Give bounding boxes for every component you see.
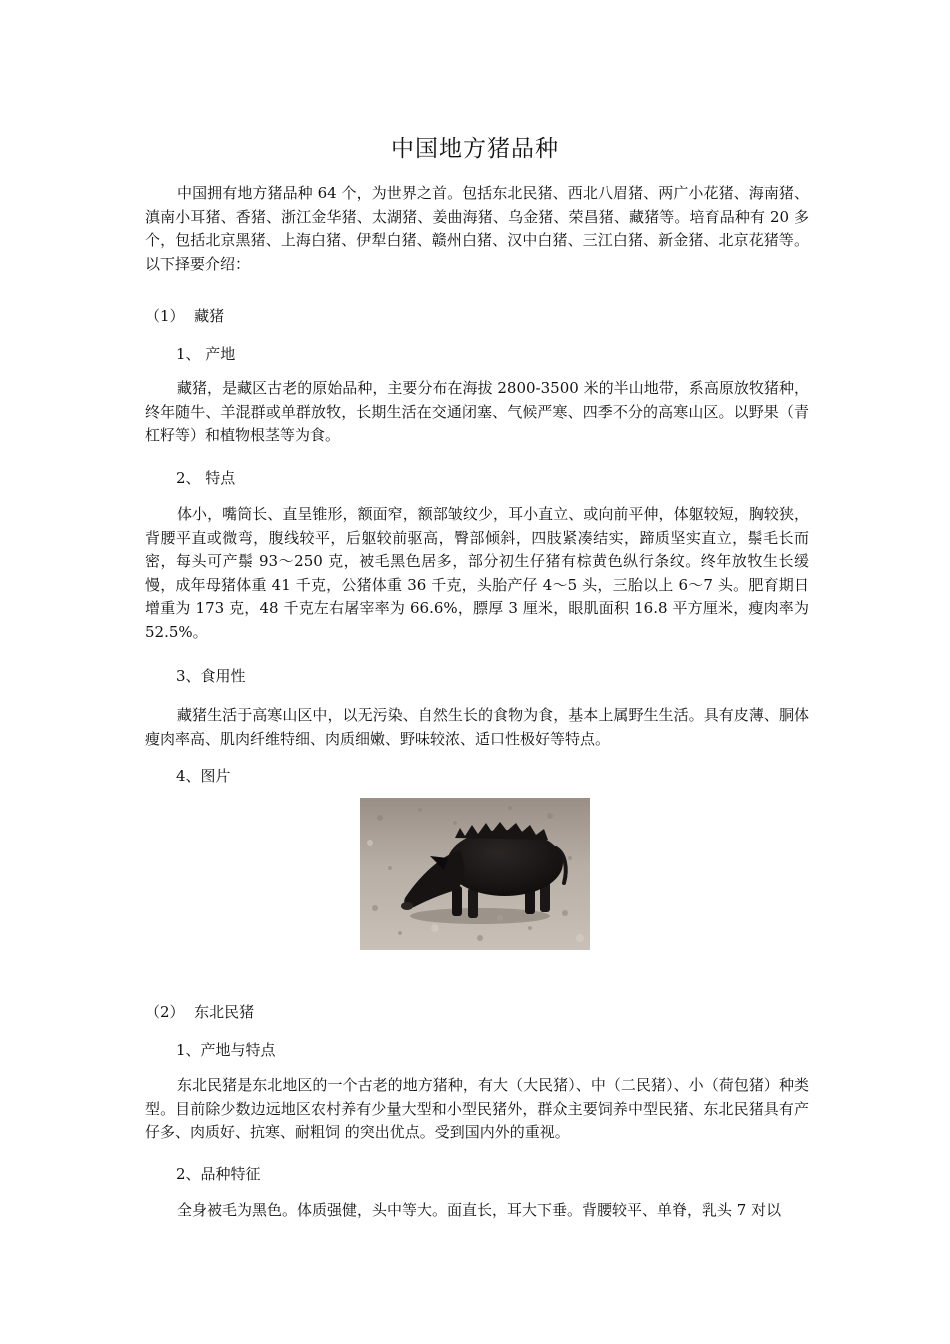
subheading-origin-features: 1、产地与特点 xyxy=(176,1041,276,1059)
intro-paragraph: 中国拥有地方猪品种 64 个，为世界之首。包括东北民猪、西北八眉猪、两广小花猪、海南猪、滇南小耳猪、香猪、浙江金华猪、太湖猪、姜曲海猪、乌金猪、荣昌猪、藏猪等。培育品种有 20 多个，包括北京黑猪、上海白猪、伊犁白猪、赣州白猪、汉中白猪、三江白猪、新金猪、北京花猪等。以下择要介绍： xyxy=(145,184,809,273)
tibetan-pig-photo xyxy=(360,798,590,950)
section-heading-tibetan-pig: （1） 藏猪 xyxy=(145,307,225,325)
section-heading-northeast-pig: （2） 东北民猪 xyxy=(145,1003,255,1021)
paragraph-origin: 藏猪，是藏区古老的原始品种，主要分布在海拔 2800-3500 米的半山地带，系高原放牧猪种，终年随牛、羊混群或单群放牧，长期生活在交通闭塞、气候严寒、四季不分的高寒山区。以野果（青杠籽等）和植物根茎等为食。 xyxy=(145,379,809,445)
subheading-breed-traits: 2、品种特征 xyxy=(176,1165,261,1183)
paragraph-edibility: 藏猪生活于高寒山区中，以无污染、自然生长的食物为食，基本上属野生生活。具有皮薄、胴体瘦肉率高、肌肉纤维特细、肉质细嫩、野味较浓、适口性极好等特点。 xyxy=(145,706,809,748)
paragraph-origin-features: 东北民猪是东北地区的一个古老的地方猪种，有大（大民猪）、中（二民猪）、小（荷包猪）种类型。目前除少数边远地区农村养有少量大型和小型民猪外，群众主要饲养中型民猪、东北民猪具有产仔多、肉质好、抗寒、耐粗饲 的突出优点。受到国内外的重视。 xyxy=(145,1076,809,1142)
paragraph-breed-traits: 全身被毛为黑色。体质强健，头中等大。面直长，耳大下垂。背腰较平、单脊，乳头 7 对以 xyxy=(177,1201,782,1219)
document-title: 中国地方猪品种 xyxy=(391,136,559,162)
subheading-features: 2、 特点 xyxy=(176,469,236,487)
subheading-origin: 1、 产地 xyxy=(176,345,236,363)
subheading-edibility: 3、食用性 xyxy=(176,667,246,685)
subheading-picture: 4、图片 xyxy=(176,767,231,785)
paragraph-features: 体小，嘴筒长、直呈锥形，额面窄，额部皱纹少，耳小直立、或向前平伸，体躯较短，胸较狭，背腰平直或微弯，腹线较平，后躯较前驱高，臀部倾斜，四肢紧凑结实，蹄质坚实直立，鬃毛长而密，每头可产鬃 93～250 克，被毛黑色居多，部分初生仔猪有棕黄色纵行条纹。终年放牧生长缓慢，成年母猪体重 41 千克，公猪体重 36 千克，头胎产仔 4～5 头，三胎以上 6～7 头。肥育期日增重为 173 克，48 千克左右屠宰率为 66.6%，膘厚 3 厘米，眼肌面积 16.8 平方厘米，瘦肉率为 52.5%。 xyxy=(145,505,809,641)
